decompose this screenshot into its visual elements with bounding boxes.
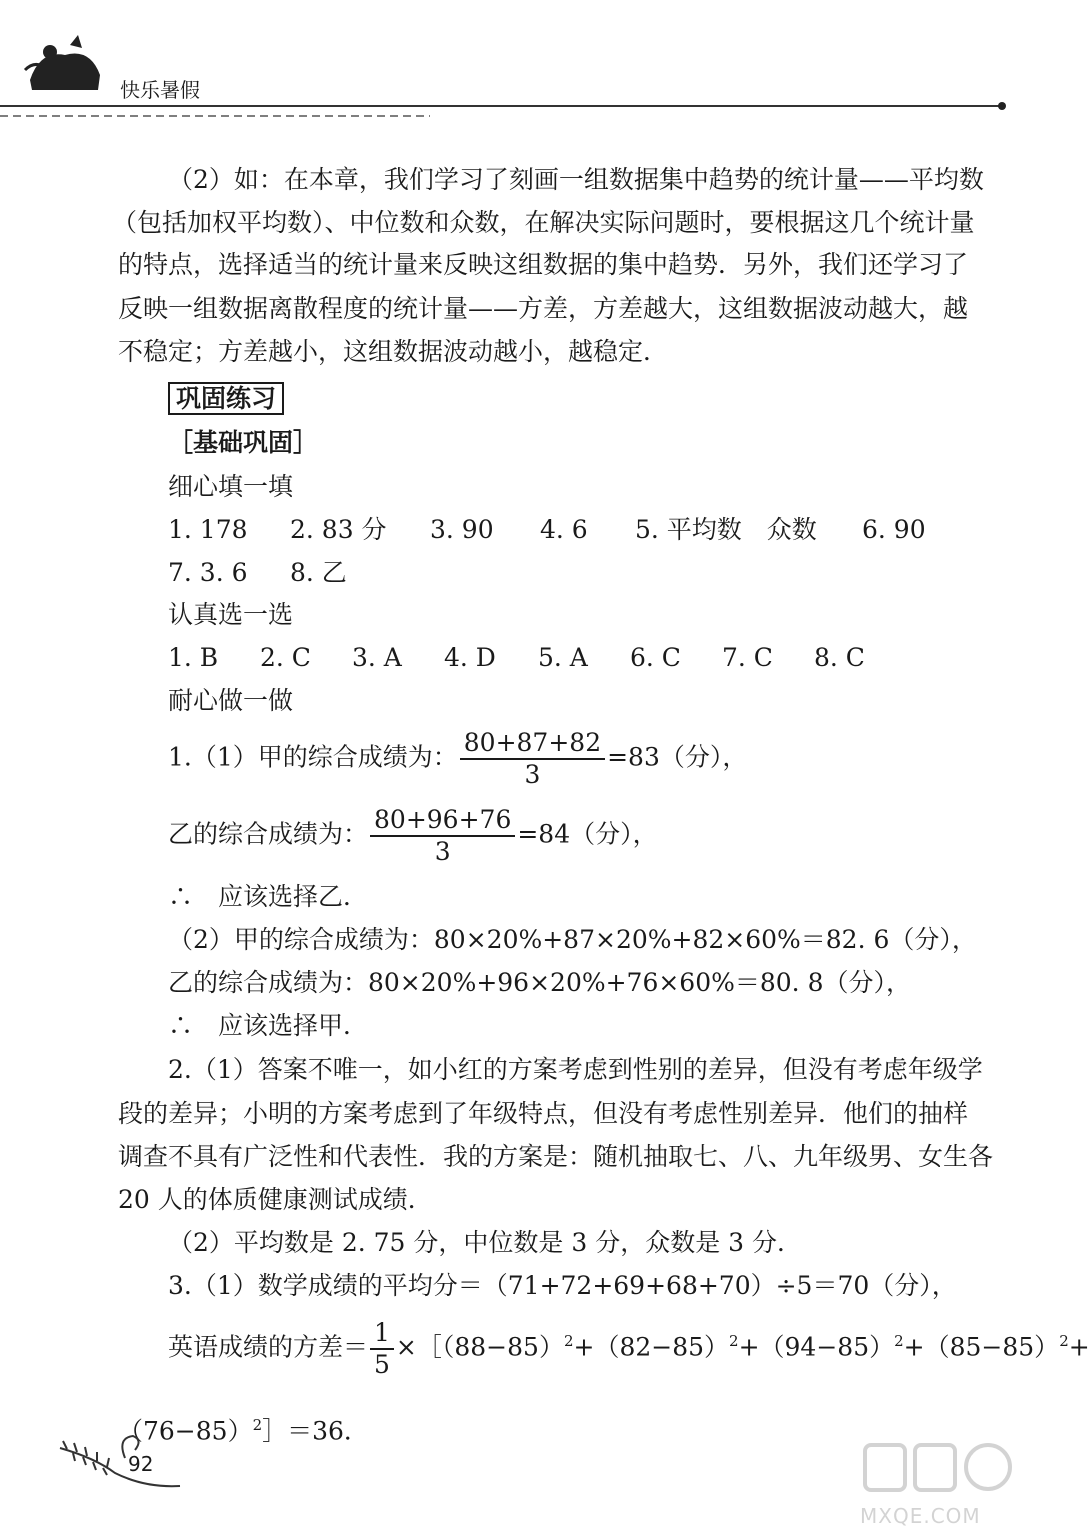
q3-result: ］＝36． — [262, 1416, 369, 1446]
fill-answer: 2. 83 分 — [290, 515, 387, 544]
header-logo-icon — [20, 30, 110, 96]
q3-term: +（85−85） — [903, 1332, 1060, 1362]
work-title: 耐心做一做 — [168, 686, 294, 715]
footer-vine-icon — [55, 1428, 185, 1498]
q1-part2-calc-2: 乙的综合成绩为：80×20%+96×20%+76×60%＝80. 8（分）， — [168, 968, 911, 997]
q1b-suffix: =84（分）， — [517, 819, 658, 849]
q3-numerator: 1 — [370, 1318, 394, 1350]
q1-part2-line — [168, 805, 658, 867]
q3-exponent: 2 — [1059, 1332, 1069, 1351]
q2-line-1: 2.（1）答案不唯一，如小红的方案考虑到性别的差异，但没有考虑年级学 — [168, 1055, 983, 1084]
q1a-suffix: =83（分）， — [607, 742, 748, 772]
paragraph-line-2: （包括加权平均数）、中位数和众数，在解决实际问题时，要根据这几个统计量 — [112, 208, 975, 237]
fill-answer: 3. 90 — [430, 515, 494, 544]
q1b-prefix: 乙的综合成绩为： — [168, 819, 369, 849]
choose-answer: 3. A — [352, 643, 402, 672]
q1-part1-line — [168, 728, 747, 790]
paragraph-line-5: 不稳定；方差越小，这组数据波动越小，越稳定． — [118, 337, 669, 366]
header-title: 快乐暑假 — [120, 78, 200, 102]
q1a-denominator: 3 — [524, 760, 541, 789]
section-box-label: 巩固练习 — [168, 382, 284, 415]
paragraph-line-4: 反映一组数据离散程度的统计量——方差，方差越大，这组数据波动越大，越 — [118, 294, 969, 323]
choose-answer: 5. A — [538, 643, 588, 672]
q3-term: +（82−85） — [573, 1332, 730, 1362]
paragraph-line-1: （2）如：在本章，我们学习了刻画一组数据集中趋势的统计量——平均数 — [168, 165, 984, 194]
fill-answer: 1. 178 — [168, 515, 248, 544]
q2-line-4: 20 人的体质健康测试成绩． — [118, 1185, 433, 1214]
fill-answer: 7. 3. 6 — [168, 558, 248, 587]
q1a-prefix: 1.（1）甲的综合成绩为： — [168, 742, 458, 772]
choose-answer: 6. C — [630, 643, 681, 672]
watermark-text: MXQE.COM — [860, 1504, 981, 1528]
q2-line-2: 段的差异；小明的方案考虑到了年级特点，但没有考虑性别差异．他们的抽样 — [118, 1099, 969, 1128]
q1b-numerator: 80+96+76 — [370, 805, 515, 837]
header-divider — [0, 100, 1026, 124]
q3-term: ×［（88−85） — [395, 1332, 564, 1362]
q3-term: + — [1068, 1332, 1090, 1362]
q1b-fraction — [370, 805, 515, 867]
choose-answer: 2. C — [260, 643, 311, 672]
choose-answer: 1. B — [168, 643, 219, 672]
choose-answer: 7. C — [722, 643, 773, 672]
paragraph-line-3: 的特点，选择适当的统计量来反映这组数据的集中趋势．另外，我们还学习了 — [118, 250, 969, 279]
q3-denominator: 5 — [374, 1350, 390, 1379]
fill-answer: 6. 90 — [862, 515, 926, 544]
subsection-title: ［基础巩固］ — [168, 428, 319, 457]
watermark-logo-icon — [860, 1440, 1020, 1500]
q3-prefix: 英语成绩的方差＝ — [168, 1332, 369, 1362]
choose-answer: 8. C — [814, 643, 865, 672]
q3-exponent: 2 — [563, 1332, 574, 1351]
q3-fraction — [370, 1318, 394, 1380]
q3-exponent: 2 — [729, 1332, 739, 1351]
q3-term: （76−85） — [118, 1416, 253, 1446]
q1-part2-calc-1: （2）甲的综合成绩为：80×20%+87×20%+82×60%＝82. 6（分）， — [168, 925, 977, 954]
section-box — [168, 382, 284, 416]
fill-answer: 8. 乙 — [290, 558, 347, 587]
q2-line-3: 调查不具有广泛性和代表性．我的方案是：随机抽取七、八、九年级男、女生各 — [118, 1142, 994, 1171]
fill-title: 细心填一填 — [168, 472, 294, 501]
fill-answer: 5. 平均数 众数 — [635, 515, 817, 544]
q2-part2: （2）平均数是 2. 75 分，中位数是 3 分，众数是 3 分． — [168, 1228, 803, 1257]
page-number: 92 — [128, 1452, 154, 1476]
q1b-denominator: 3 — [434, 837, 451, 866]
q3-exponent: 2 — [252, 1416, 263, 1434]
q3-part1: 3.（1）数学成绩的平均分＝（71+72+69+68+70）÷5＝70（分）， — [168, 1271, 957, 1300]
fill-answer: 4. 6 — [540, 515, 588, 544]
choose-answer: 4. D — [444, 643, 496, 672]
q1-conclusion-1: ∴ 应该选择乙． — [168, 882, 369, 911]
q3-variance-line — [168, 1318, 1090, 1380]
q3-exponent: 2 — [894, 1332, 904, 1351]
choose-title: 认真选一选 — [168, 600, 294, 629]
watermark — [860, 1440, 1020, 1530]
q1a-numerator: 80+87+82 — [460, 728, 605, 760]
q1-conclusion-2: ∴ 应该选择甲． — [168, 1011, 369, 1040]
q1a-fraction — [460, 728, 605, 790]
q3-term: +（94−85） — [738, 1332, 895, 1362]
